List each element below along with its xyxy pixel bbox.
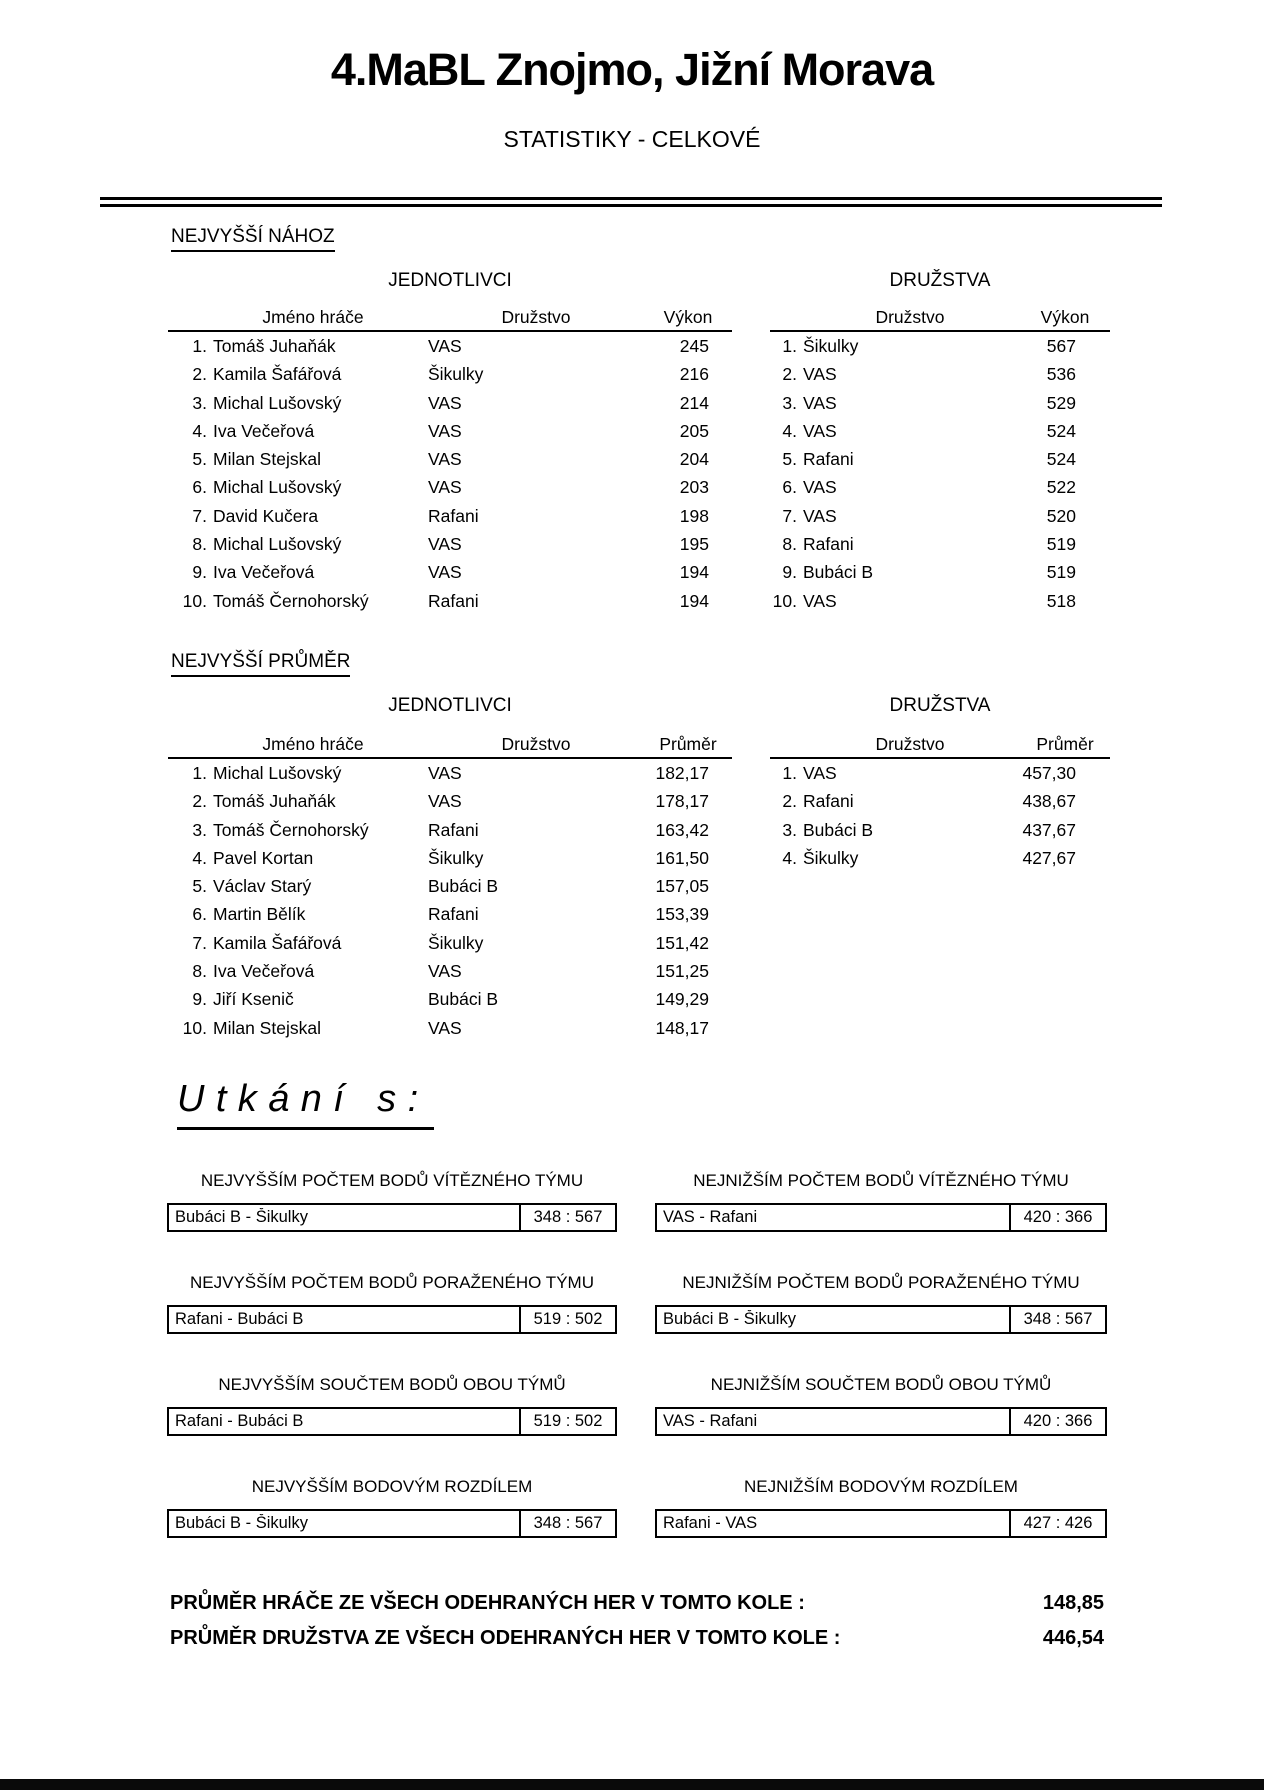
column-header-performance: Výkon [663, 307, 713, 327]
table-row [168, 929, 732, 957]
match-stat-cell [167, 1170, 617, 1272]
rank-cell: 7. [192, 505, 207, 526]
rank-cell: 3. [782, 392, 797, 413]
title-divider [100, 197, 1162, 207]
rank-cell: 2. [192, 791, 207, 812]
match-stat-box [655, 1305, 1107, 1334]
table-row [168, 360, 732, 388]
match-stat-box [167, 1203, 617, 1232]
value-cell: 203 [679, 477, 709, 498]
match-score: 348 : 567 [519, 1511, 615, 1536]
rank-cell: 1. [192, 336, 207, 356]
table-row [770, 389, 1110, 417]
match-name: Rafani - Bubáci B [175, 1412, 304, 1430]
rank-cell: 9. [782, 562, 797, 583]
value-cell: 529 [1046, 392, 1076, 413]
match-stat-box [167, 1305, 617, 1334]
match-stat-box [655, 1509, 1107, 1538]
match-score: 519 : 502 [519, 1409, 615, 1434]
team-cell: Šikulky [428, 364, 484, 385]
summary-label: PRŮMĚR HRÁČE ZE VŠECH ODEHRANÝCH HER V TOMTO KOLE : [170, 1592, 805, 1614]
table-row [168, 389, 732, 417]
player-name-cell: Michal Lušovský [213, 534, 342, 555]
rank-cell: 3. [782, 819, 797, 840]
section-heading-matches-with: Utkání s: [177, 1078, 434, 1130]
player-name-cell: Martin Bělík [213, 904, 306, 925]
match-stat-cell [167, 1476, 617, 1578]
match-stat-cell [167, 1272, 617, 1374]
team-cell: Rafani [803, 449, 854, 470]
table-row [168, 332, 732, 360]
table-row [770, 417, 1110, 445]
player-name-cell: David Kučera [213, 505, 319, 526]
team-cell: Rafani [803, 791, 854, 812]
match-score: 427 : 426 [1009, 1511, 1105, 1536]
value-cell: 522 [1046, 477, 1076, 498]
summary-row [170, 1592, 1104, 1627]
table-header-row [168, 733, 732, 759]
value-cell: 194 [679, 562, 709, 583]
column-header-average: Průměr [659, 734, 717, 754]
match-stat-cell [655, 1272, 1107, 1374]
team-cell: VAS [428, 562, 462, 583]
value-cell: 204 [679, 449, 709, 470]
match-score: 420 : 366 [1009, 1205, 1105, 1230]
team-cell: VAS [803, 364, 837, 385]
team-cell: VAS [428, 791, 462, 812]
match-name: Rafani - Bubáci B [175, 1310, 304, 1328]
team-cell: Rafani [428, 904, 479, 925]
team-cell: Rafani [428, 819, 479, 840]
match-stat-label: NEJNIŽŠÍM POČTEM BODŮ VÍTĚZNÉHO TÝMU [693, 1171, 1069, 1190]
rank-cell: 4. [782, 847, 797, 868]
team-cell: Šikulky [428, 932, 484, 953]
match-stat-cell [655, 1476, 1107, 1578]
value-cell: 524 [1046, 449, 1076, 470]
match-name: Bubáci B - Šikulky [663, 1310, 796, 1328]
player-name-cell: Milan Stejskal [213, 449, 321, 470]
value-cell: 214 [679, 392, 709, 413]
column-header-team: Družstvo [501, 307, 571, 327]
table-row [168, 900, 732, 928]
team-cell: VAS [428, 420, 462, 441]
page-subtitle: STATISTIKY - CELKOVÉ [503, 126, 761, 152]
table-row [168, 957, 732, 985]
team-cell: VAS [803, 477, 837, 498]
value-cell: 519 [1046, 534, 1076, 555]
value-cell: 198 [679, 505, 709, 526]
column-header-team: Družstvo [501, 734, 571, 754]
summary-block [170, 1592, 1104, 1662]
team-cell: Bubáci B [803, 819, 874, 840]
rank-cell: 2. [782, 364, 797, 385]
match-stat-label: NEJVYŠŠÍM BODOVÝM ROZDÍLEM [251, 1477, 533, 1496]
table-row [168, 417, 732, 445]
match-stat-label: NEJNIŽŠÍM BODOVÝM ROZDÍLEM [744, 1477, 1018, 1496]
team-cell: VAS [803, 590, 837, 611]
player-name-cell: Iva Večeřová [213, 420, 315, 441]
value-cell: 194 [679, 590, 709, 611]
value-cell: 567 [1046, 336, 1076, 356]
table-row [770, 473, 1110, 501]
rank-cell: 10. [772, 590, 797, 611]
player-name-cell: Jiří Ksenič [213, 989, 294, 1010]
team-cell: VAS [428, 763, 462, 783]
rank-cell: 10. [182, 590, 207, 611]
team-cell: Bubáci B [428, 876, 499, 897]
summary-label: PRŮMĚR DRUŽSTVA ZE VŠECH ODEHRANÝCH HER V TOMTO KOLE : [170, 1627, 841, 1649]
team-cell: Rafani [428, 505, 479, 526]
match-stat-label: NEJVYŠŠÍM SOUČTEM BODŮ OBOU TÝMŮ [218, 1375, 566, 1394]
highest-throw-individuals-table [168, 306, 732, 615]
match-stat-label: NEJVYŠŠÍM POČTEM BODŮ PORAŽENÉHO TÝMU [190, 1273, 594, 1292]
team-cell: VAS [428, 392, 462, 413]
team-cell: VAS [428, 961, 462, 982]
table-row [168, 816, 732, 844]
player-name-cell: Michal Lušovský [213, 392, 342, 413]
value-cell: 438,67 [1022, 791, 1076, 812]
player-name-cell: Tomáš Juhaňák [213, 336, 336, 356]
summary-row [170, 1627, 1104, 1662]
rank-cell: 2. [192, 364, 207, 385]
section-heading-highest-throw: NEJVYŠŠÍ NÁHOZ [171, 226, 335, 252]
table-row [770, 360, 1110, 388]
match-stat-box [655, 1203, 1107, 1232]
highest-average-teams-table [770, 733, 1110, 872]
rank-cell: 4. [782, 420, 797, 441]
summary-value: 446,54 [1042, 1627, 1104, 1649]
match-stat-box [655, 1407, 1107, 1436]
value-cell: 437,67 [1022, 819, 1076, 840]
caption-individuals: JEDNOTLIVCI [388, 695, 512, 716]
table-row [168, 502, 732, 530]
team-cell: Šikulky [803, 847, 859, 868]
team-cell: Bubáci B [428, 989, 499, 1010]
match-stats-grid [167, 1170, 1107, 1578]
table-row [168, 587, 732, 615]
team-cell: VAS [803, 763, 837, 783]
rank-cell: 5. [782, 449, 797, 470]
match-stat-cell [655, 1170, 1107, 1272]
rank-cell: 7. [192, 932, 207, 953]
team-cell: VAS [428, 534, 462, 555]
player-name-cell: Václav Starý [213, 876, 312, 897]
value-cell: 457,30 [1022, 763, 1076, 783]
value-cell: 524 [1046, 420, 1076, 441]
column-header-performance: Výkon [1040, 307, 1090, 327]
rank-cell: 1. [782, 763, 797, 783]
page-bottom-bar [0, 1779, 1264, 1790]
team-cell: Šikulky [428, 847, 484, 868]
section-heading-highest-average: NEJVYŠŠÍ PRŮMĚR [171, 651, 350, 677]
rank-cell: 4. [192, 420, 207, 441]
match-stat-box [167, 1509, 617, 1538]
team-cell: VAS [803, 392, 837, 413]
match-score: 348 : 567 [1009, 1307, 1105, 1332]
caption-teams: DRUŽSTVA [889, 695, 991, 716]
value-cell: 151,42 [655, 932, 709, 953]
match-name: VAS - Rafani [663, 1208, 758, 1226]
player-name-cell: Milan Stejskal [213, 1017, 321, 1038]
match-stat-label: NEJNIŽŠÍM POČTEM BODŮ PORAŽENÉHO TÝMU [682, 1273, 1080, 1292]
table-row [770, 530, 1110, 558]
column-header-team: Družstvo [875, 307, 945, 327]
rank-cell: 8. [192, 961, 207, 982]
summary-value: 148,85 [1042, 1592, 1104, 1614]
highest-throw-teams-table [770, 306, 1110, 615]
value-cell: 536 [1046, 364, 1076, 385]
rank-cell: 6. [192, 904, 207, 925]
team-cell: Rafani [428, 590, 479, 611]
rank-cell: 2. [782, 791, 797, 812]
table-row [168, 445, 732, 473]
player-name-cell: Tomáš Juhaňák [213, 791, 336, 812]
match-stat-label: NEJNIŽŠÍM SOUČTEM BODŮ OBOU TÝMŮ [710, 1375, 1052, 1394]
match-stat-box [167, 1407, 617, 1436]
highest-average-individuals-table [168, 733, 732, 1042]
column-header-team: Družstvo [875, 734, 945, 754]
value-cell: 163,42 [655, 819, 709, 840]
value-cell: 161,50 [655, 847, 709, 868]
rank-cell: 5. [192, 876, 207, 897]
table-row [770, 759, 1110, 787]
value-cell: 151,25 [655, 961, 709, 982]
value-cell: 195 [679, 534, 709, 555]
team-cell: VAS [803, 420, 837, 441]
rank-cell: 1. [782, 336, 797, 356]
column-header-player-name: Jméno hráče [262, 307, 364, 327]
table-row [168, 558, 732, 586]
rank-cell: 9. [192, 562, 207, 583]
match-name: Bubáci B - Šikulky [175, 1208, 308, 1226]
table-row [770, 787, 1110, 815]
team-cell: VAS [428, 336, 462, 356]
value-cell: 182,17 [655, 763, 709, 783]
match-stat-cell [167, 1374, 617, 1476]
player-name-cell: Michal Lušovský [213, 763, 342, 783]
value-cell: 149,29 [655, 989, 709, 1010]
value-cell: 148,17 [655, 1017, 709, 1038]
match-score: 348 : 567 [519, 1205, 615, 1230]
team-cell: VAS [803, 505, 837, 526]
table-row [770, 587, 1110, 615]
table-row [168, 759, 732, 787]
table-row [770, 332, 1110, 360]
table-row [770, 558, 1110, 586]
rank-cell: 9. [192, 989, 207, 1010]
player-name-cell: Iva Večeřová [213, 562, 315, 583]
player-name-cell: Iva Večeřová [213, 961, 315, 982]
rank-cell: 4. [192, 847, 207, 868]
team-cell: Rafani [803, 534, 854, 555]
rank-cell: 3. [192, 392, 207, 413]
table-row [770, 844, 1110, 872]
rank-cell: 8. [782, 534, 797, 555]
value-cell: 178,17 [655, 791, 709, 812]
player-name-cell: Pavel Kortan [213, 847, 314, 868]
rank-cell: 6. [782, 477, 797, 498]
value-cell: 519 [1046, 562, 1076, 583]
table-row [168, 787, 732, 815]
value-cell: 518 [1046, 590, 1076, 611]
table-row [168, 530, 732, 558]
player-name-cell: Kamila Šafářová [213, 364, 342, 385]
value-cell: 153,39 [655, 904, 709, 925]
column-header-player-name: Jméno hráče [262, 734, 364, 754]
match-stat-cell [655, 1374, 1107, 1476]
rank-cell: 8. [192, 534, 207, 555]
match-score: 519 : 502 [519, 1307, 615, 1332]
player-name-cell: Michal Lušovský [213, 477, 342, 498]
team-cell: VAS [428, 449, 462, 470]
team-cell: VAS [428, 1017, 462, 1038]
match-score: 420 : 366 [1009, 1409, 1105, 1434]
column-header-average: Průměr [1036, 734, 1094, 754]
rank-cell: 10. [182, 1017, 207, 1038]
match-name: Bubáci B - Šikulky [175, 1514, 308, 1532]
rank-cell: 6. [192, 477, 207, 498]
value-cell: 520 [1046, 505, 1076, 526]
table-row [168, 985, 732, 1013]
value-cell: 427,67 [1022, 847, 1076, 868]
value-cell: 205 [679, 420, 709, 441]
team-cell: VAS [428, 477, 462, 498]
page-title: 4.MaBL Znojmo, Jižní Morava [330, 44, 934, 95]
match-name: VAS - Rafani [663, 1412, 758, 1430]
team-cell: Šikulky [803, 336, 859, 356]
caption-teams: DRUŽSTVA [889, 270, 991, 291]
player-name-cell: Tomáš Černohorský [213, 590, 369, 611]
rank-cell: 5. [192, 449, 207, 470]
table-header-row [770, 733, 1110, 759]
caption-individuals: JEDNOTLIVCI [388, 270, 512, 291]
table-row [168, 844, 732, 872]
table-header-row [770, 306, 1110, 332]
value-cell: 245 [679, 336, 709, 356]
rank-cell: 3. [192, 819, 207, 840]
match-stat-label: NEJVYŠŠÍM POČTEM BODŮ VÍTĚZNÉHO TÝMU [200, 1171, 584, 1190]
value-cell: 157,05 [655, 876, 709, 897]
table-header-row [168, 306, 732, 332]
table-row [770, 816, 1110, 844]
team-cell: Bubáci B [803, 562, 874, 583]
player-name-cell: Tomáš Černohorský [213, 819, 369, 840]
table-row [168, 872, 732, 900]
table-row [770, 502, 1110, 530]
player-name-cell: Kamila Šafářová [213, 932, 342, 953]
rank-cell: 1. [192, 763, 207, 783]
table-row [168, 1014, 732, 1042]
table-row [168, 473, 732, 501]
value-cell: 216 [679, 364, 709, 385]
table-row [770, 445, 1110, 473]
match-name: Rafani - VAS [663, 1514, 758, 1532]
rank-cell: 7. [782, 505, 797, 526]
